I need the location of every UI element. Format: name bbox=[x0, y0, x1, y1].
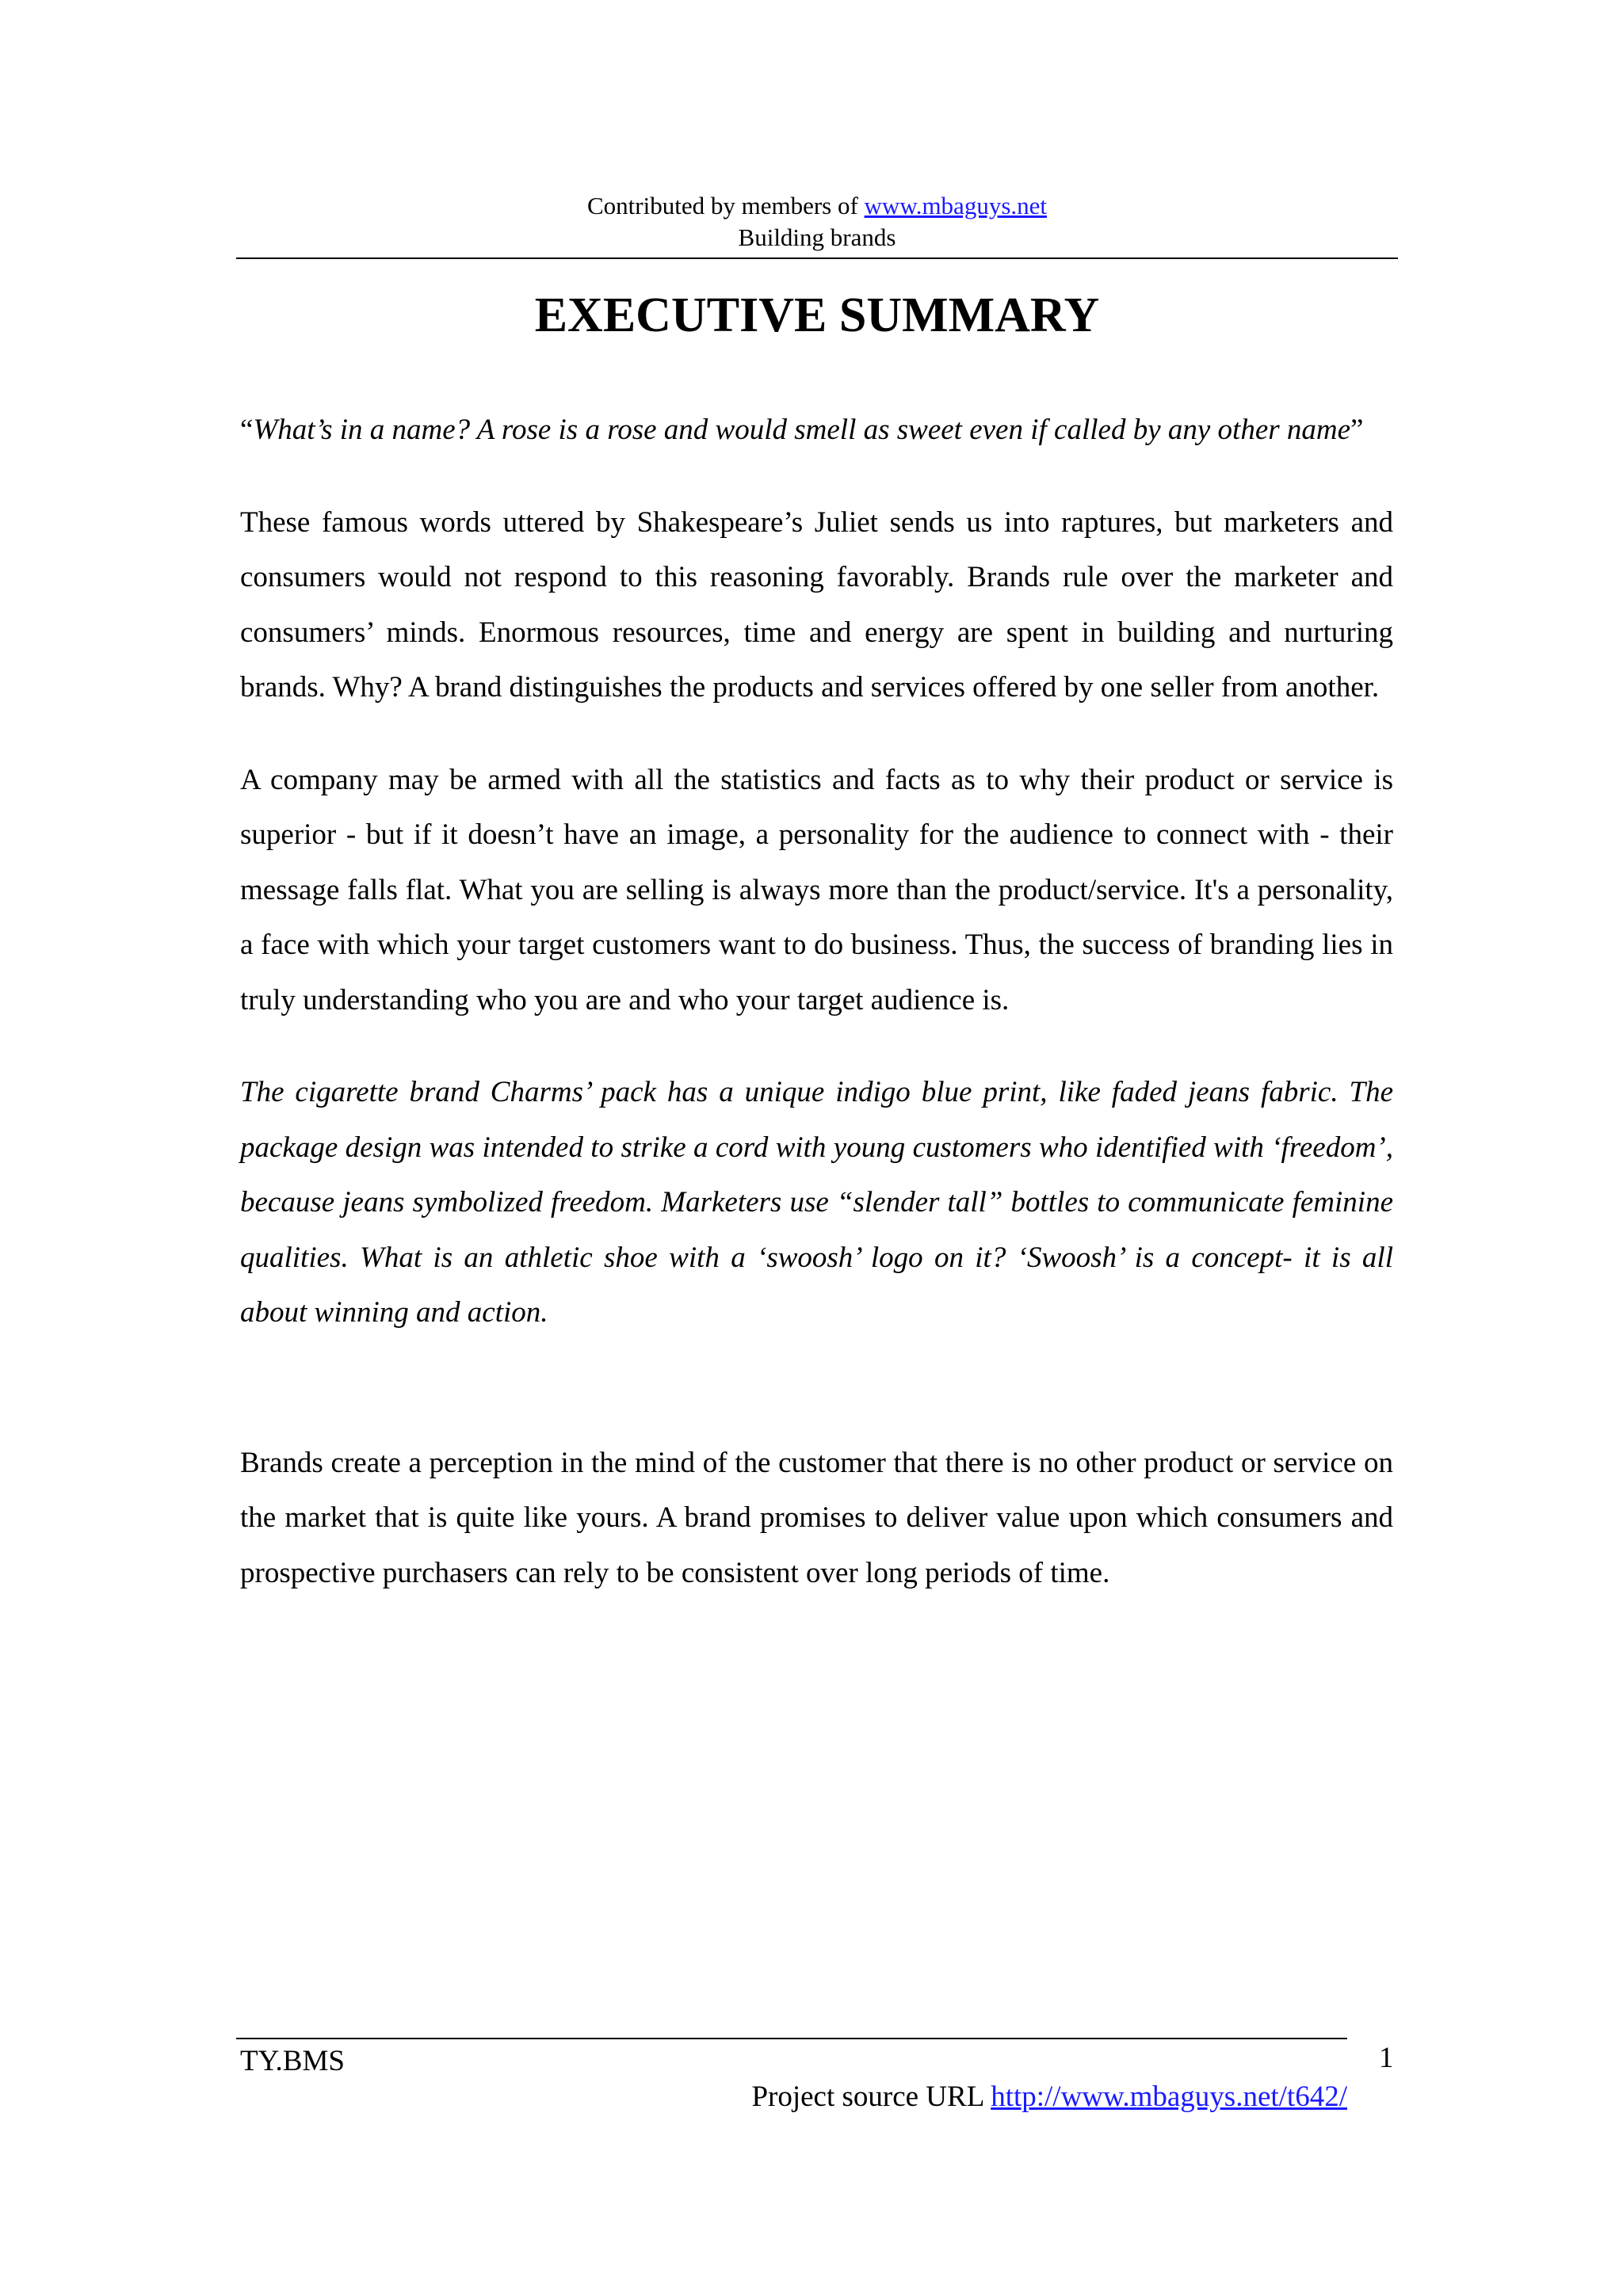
page-header bbox=[236, 190, 1398, 254]
footer-source-label: Project source URL bbox=[751, 2081, 991, 2113]
page-number: 1 bbox=[1379, 2042, 1394, 2074]
footer-source-link[interactable]: http://www.mbaguys.net/t642/ bbox=[991, 2081, 1347, 2113]
footer-course-label: TY.BMS bbox=[240, 2045, 345, 2077]
paragraph-perception: Brands create a perception in the mind of the customer that there is no other product or service on the market that is quite like yours. A brand promises to deliver value upon which consumers and prospective purchasers can rely to be consistent over long periods of time. bbox=[240, 1446, 1393, 1589]
footer-source-line bbox=[751, 2080, 1347, 2115]
opening-quote bbox=[240, 402, 1393, 458]
paragraph-juliet: These famous words uttered by Shakespeare’s Juliet sends us into raptures, but marketers and consumers would not respond to this reasoning favorably. Brands rule over the marketer and consumers’ minds. Enormous resources, time and energy are spent in building and nurturing brands. Why? A brand distinguishes the products and services offered by one seller from another. bbox=[240, 505, 1393, 704]
header-contributed-line bbox=[236, 190, 1398, 222]
header-subtitle: Building brands bbox=[738, 223, 896, 251]
quote-open-mark: “ bbox=[240, 414, 254, 446]
header-site-link[interactable]: www.mbaguys.net bbox=[864, 192, 1048, 219]
document-body bbox=[240, 402, 1393, 1638]
header-divider bbox=[236, 257, 1398, 259]
paragraph-examples: The cigarette brand Charms’ pack has a unique indigo blue print, like faded jeans fabric. The package design was intended to strike a cord with young customers who identified with ‘freedom’, because jeans symbolized freedom. Marketers use “slender tall” bottles to communicate feminine qualities. What is an athletic shoe with a ‘swoosh’ logo on it? ‘Swoosh’ is a concept- it is all about winning and action. bbox=[240, 1076, 1393, 1329]
footer-divider bbox=[236, 2038, 1347, 2039]
quote-text: What’s in a name? A rose is a rose and would smell as sweet even if called by any other name bbox=[253, 414, 1351, 446]
header-contributed-text: Contributed by members of bbox=[586, 192, 865, 219]
quote-close-mark: ” bbox=[1350, 414, 1364, 446]
page-title: EXECUTIVE SUMMARY bbox=[534, 288, 1100, 342]
paragraph-company: A company may be armed with all the statistics and facts as to why their product or service is superior - but if it doesn’t have an image, a personality for the audience to connect with - their message falls flat. What you are selling is always more than the product/service. It's a personality, a face with which your target customers want to do business. Thus, the success of branding lies in truly understanding who you are and who your target audience is. bbox=[240, 763, 1393, 1016]
